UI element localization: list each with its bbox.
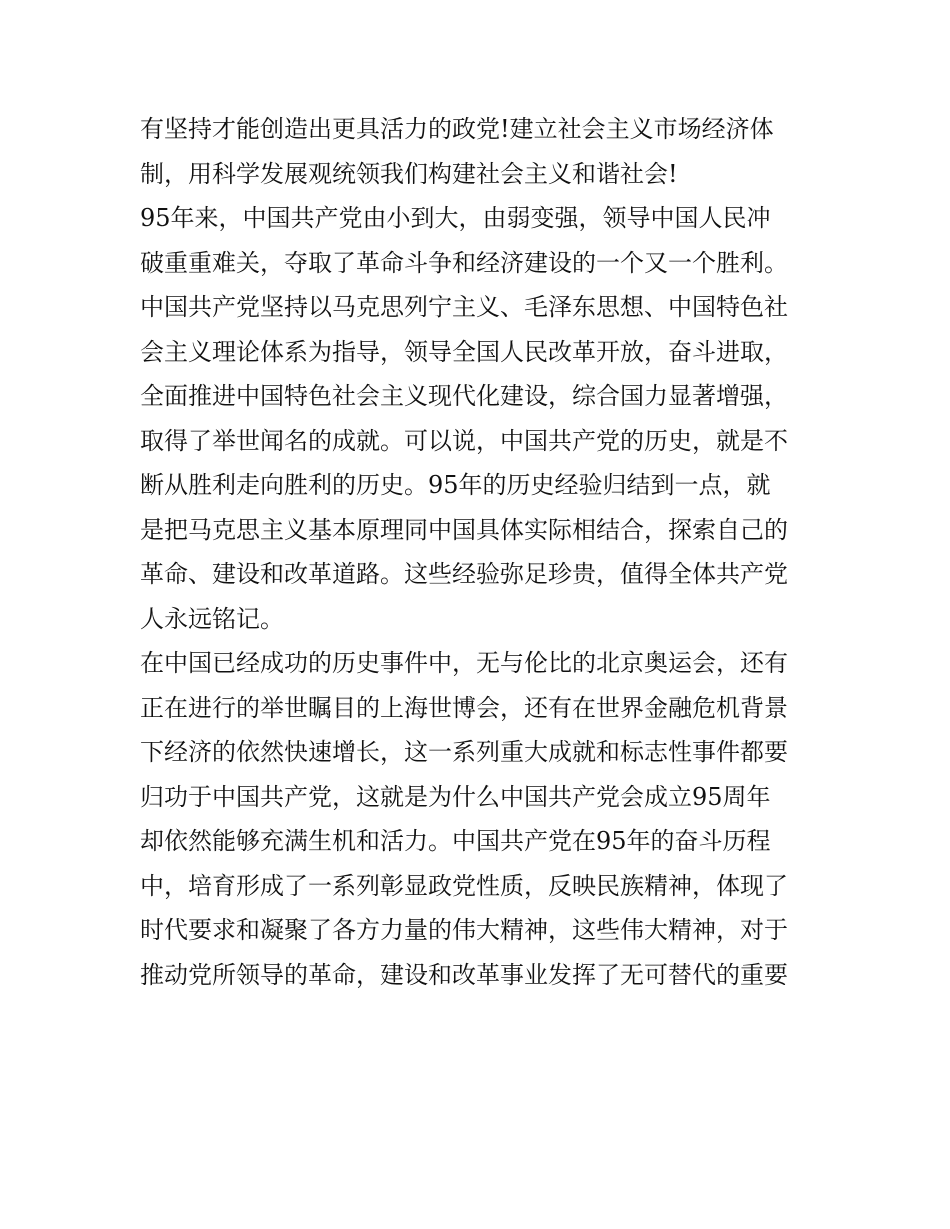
- text-line: 制，用科学发展观统领我们构建社会主义和谐社会!: [140, 159, 678, 188]
- text-line: 中国共产党坚持以马克思列宁主义、毛泽东思想、中国特色社: [140, 293, 788, 321]
- text-line: 在中国已经成功的历史事件中，无与伦比的北京奥运会，还有: [140, 649, 788, 677]
- text-line: 是把马克思主义基本原理同中国具体实际相结合，探索自己的: [140, 515, 788, 544]
- text-line: 下经济的依然快速增长，这一系列重大成就和标志性事件都要: [140, 738, 788, 766]
- text-line: 破重重难关，夺取了革命斗争和经济建设的一个又一个胜利。: [140, 248, 788, 277]
- text-line: 95年来，中国共产党由小到大，由弱变强，领导中国人民冲: [140, 204, 771, 232]
- text-line: 全面推进中国特色社会主义现代化建设，综合国力显著增强，: [140, 382, 788, 410]
- text-line: 时代要求和凝聚了各方力量的伟大精神，这些伟大精神，对于: [140, 916, 788, 944]
- text-line: 人永远铭记。: [140, 604, 284, 633]
- text-line: 有坚持才能创造出更具活力的政党!建立社会主义市场经济体: [140, 115, 774, 143]
- text-line: 革命、建设和改革道路。这些经验弥足珍贵，值得全体共产党: [140, 560, 788, 588]
- text-line: 断从胜利走向胜利的历史。95年的历史经验归结到一点，就: [140, 471, 771, 499]
- text-line: 正在进行的举世瞩目的上海世博会，还有在世界金融危机背景: [140, 693, 788, 722]
- text-line: 会主义理论体系为指导，领导全国人民改革开放，奋斗进取，: [140, 337, 788, 366]
- text-line: 归功于中国共产党，这就是为什么中国共产党会成立95周年: [140, 782, 771, 811]
- text-line: 却依然能够充满生机和活力。中国共产党在95年的奋斗历程: [140, 827, 771, 855]
- text-line: 推动党所领导的革命，建设和改革事业发挥了无可替代的重要: [140, 960, 788, 989]
- text-line: 中，培育形成了一系列彰显政党性质，反映民族精神，体现了: [140, 871, 788, 900]
- text-line: 取得了举世闻名的成就。可以说，中国共产党的历史，就是不: [140, 426, 788, 455]
- body-text: [140, 107, 820, 997]
